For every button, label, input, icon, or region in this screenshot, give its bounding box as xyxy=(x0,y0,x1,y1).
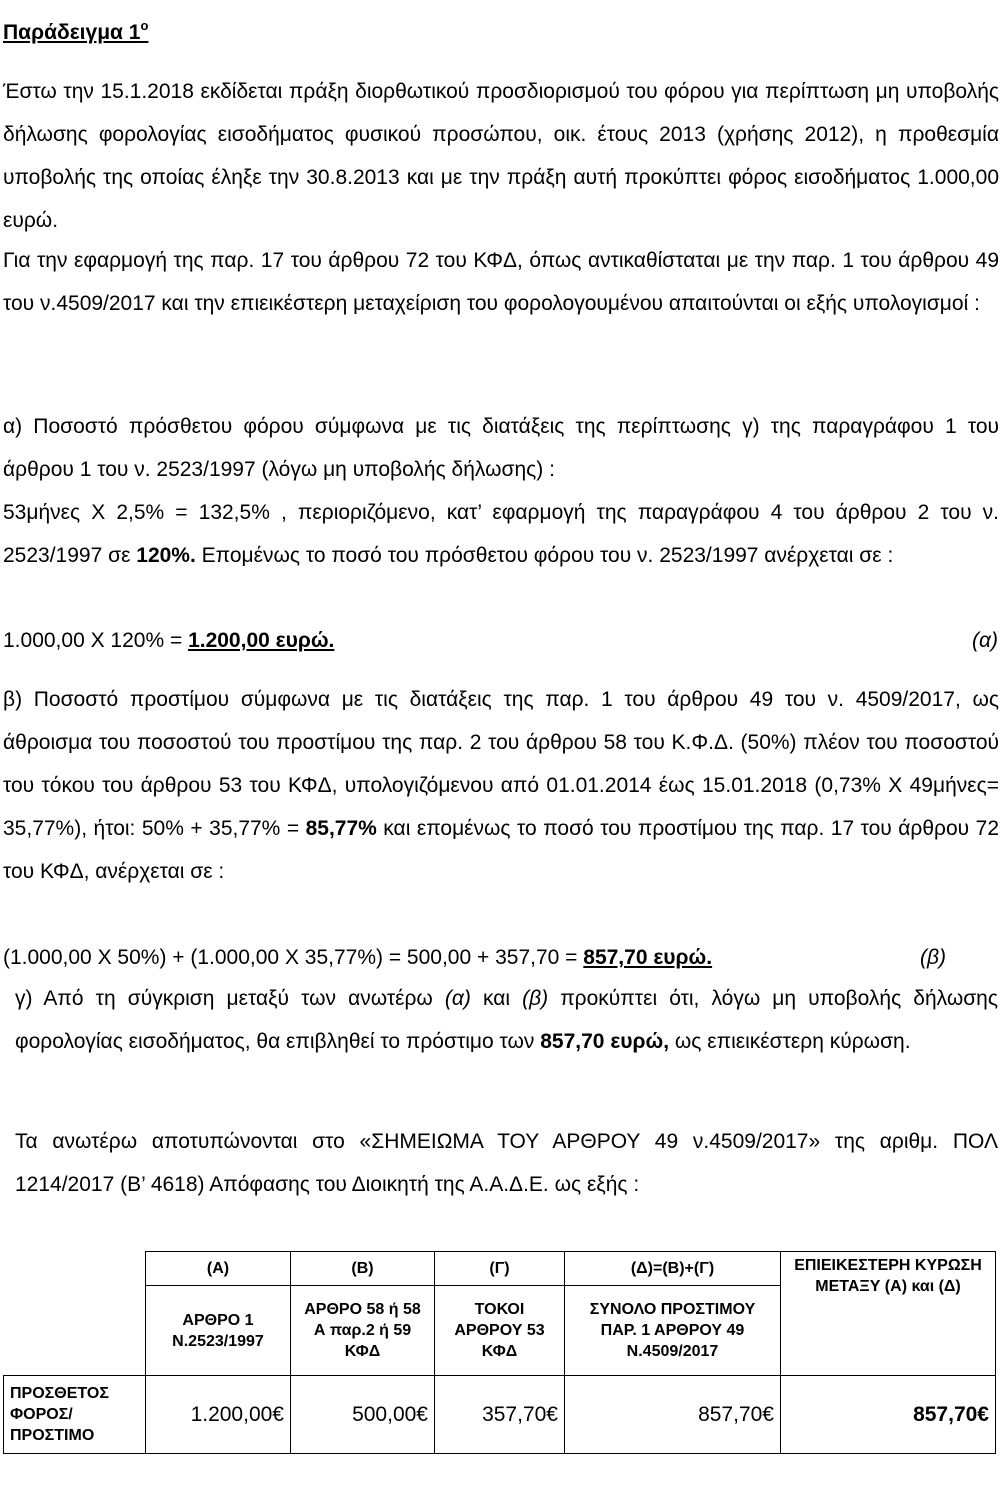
paragraph-intro: Έστω την 15.1.2018 εκδίδεται πράξη διορθωτικού προσδιορισμού του φόρου για περίπτωση μη υποβολής δήλωσης φορολογίας εισοδήματος φυσικού προσώπου, οικ. έτους 2013 (χρήσης 2012), η προθεσμία υποβολής της οποίας έληξε την 30.8.2013 και με την πράξη αυτή προκύπτει φόρος εισοδήματος 1.000,00 ευρώ. xyxy=(3,80,999,232)
table-corner xyxy=(4,1252,146,1376)
result-b: 857,70 ευρώ. xyxy=(583,946,713,969)
row-label: ΠΡΟΣΘΕΤΟΣ ΦΟΡΟΣ/ ΠΡΟΣΤΙΜΟ xyxy=(4,1376,146,1454)
paragraph-c: γ) Από τη σύγκριση μεταξύ των ανωτέρω (α) και (β) προκύπτει ότι, λόγω μη υποβολής δήλωσης φορολογίας εισοδήματος, θα επιβληθεί το πρόστιμο των 857,70 ευρώ, ως επιεικέστερη κύρωση. xyxy=(15,987,998,1053)
col-header-d: ΣΥΝΟΛΟ ΠΡΟΣΤΙΜΟΥ ΠΑΡ. 1 ΑΡΘΡΟΥ 49 Ν.4509/2017 xyxy=(565,1286,781,1376)
result-a: 1.200,00 ευρώ. xyxy=(188,629,335,652)
col-code-d: (Δ)=(Β)+(Γ) xyxy=(565,1252,781,1286)
paragraph-a: α) Ποσοστό πρόσθετου φόρου σύμφωνα με τις διατάξεις της περίπτωσης γ) της παραγράφου 1 του άρθρου 1 του ν. 2523/1997 (λόγω μη υποβολής δήλωσης) : xyxy=(3,415,999,481)
paragraph-b: β) Ποσοστό προστίμου σύμφωνα με τις διατάξεις της παρ. 1 του άρθρου 49 του ν. 4509/2017, ως άθροισμα του ποσοστού του προστίμου της παρ. 2 του άρθρου 58 του Κ.Φ.Δ. (50%) πλέον του ποσοστού του τόκου του άρθρου 53 του ΚΦΔ, υπολογιζόμενου από 01.01.2014 έως 15.01.2018 (0,73% Χ 49μήνες= 35,77%), ήτοι: 50% + 35,77% = 85,77% και επομένως το ποσό του προστίμου της παρ. 17 του άρθρου 72 του ΚΦΔ, ανέρχεται σε : xyxy=(3,688,999,883)
calc-line-b: (1.000,00 Χ 50%) + (1.000,00 Χ 35,77%) = 500,00 + 357,70 = 857,70 ευρώ. (β) xyxy=(3,936,999,979)
value-a: 1.200,00€ xyxy=(146,1376,291,1454)
marker-b: (β) xyxy=(920,946,946,969)
value-c: 357,70€ xyxy=(435,1376,565,1454)
paragraph-a-calc: 53μήνες Χ 2,5% = 132,5% , περιοριζόμενο, κατ’ εφαρμογή της παραγράφου 4 του άρθρου 2 του ν. 2523/1997 σε 120%. Επομένως το ποσό του πρόσθετου φόρου του ν. 2523/1997 ανέρχεται σε : xyxy=(3,501,999,567)
marker-a: (α) xyxy=(972,629,998,652)
col-header-c: ΤΟΚΟΙ ΑΡΘΡΟΥ 53 ΚΦΔ xyxy=(435,1286,565,1376)
col-code-a: (Α) xyxy=(146,1252,291,1286)
value-final: 857,70€ xyxy=(781,1376,996,1454)
col-header-a: ΑΡΘΡΟ 1 Ν.2523/1997 xyxy=(146,1286,291,1376)
paragraph-note: Τα ανωτέρω αποτυπώνονται στο «ΣΗΜΕΙΩΜΑ ΤΟΥ ΑΡΘΡΟΥ 49 ν.4509/2017» της αριθμ. ΠΟΛ 1214/2017 (Β’ 4618) Απόφασης του Διοικητή της Α.Α.Δ.Ε. ως εξής : xyxy=(15,1130,998,1196)
value-b: 500,00€ xyxy=(291,1376,435,1454)
col-code-c: (Γ) xyxy=(435,1252,565,1286)
example-title: Παράδειγμα $1^o$ xyxy=(3,18,149,44)
penalty-table xyxy=(3,1251,996,1454)
col-header-b: ΑΡΘΡΟ 58 ή 58 Α παρ.2 ή 59 ΚΦΔ xyxy=(291,1286,435,1376)
value-d: 857,70€ xyxy=(565,1376,781,1454)
col-code-b: (Β) xyxy=(291,1252,435,1286)
col-header-lenient: ΕΠΙΕΙΚΕΣΤΕΡΗ ΚΥΡΩΣΗ ΜΕΤΑΞΥ (Α) και (Δ) xyxy=(781,1252,996,1376)
paragraph-application: Για την εφαρμογή της παρ. 17 του άρθρου 72 του ΚΦΔ, όπως αντικαθίσταται με την παρ. 1 του άρθρου 49 του ν.4509/2017 και την επιεικέστερη μεταχείριση του φορολογουμένου απαιτούνται οι εξής υπολογισμοί : xyxy=(3,249,999,315)
calc-line-a: 1.000,00 Χ 120% = 1.200,00 ευρώ. (α) xyxy=(3,619,999,662)
